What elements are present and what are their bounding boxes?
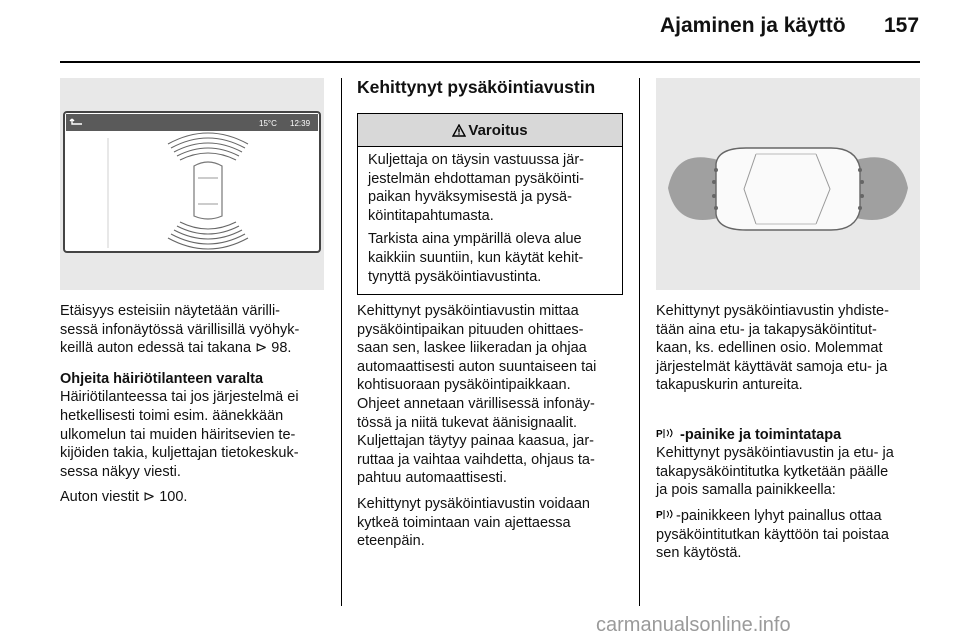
right-paragraph-2: Kehittynyt pysäköintiavustin ja etu- ja takapysäköintitutka kytketään päälle ja pois samalla painikkeella:	[656, 445, 894, 499]
left-paragraph-1: Etäisyys esteisiin näytetään värilli- sessä infonäytössä värillisillä vyöhyk- keillä auton edessä tai takana ⊳ 98.	[60, 303, 300, 357]
left-paragraph-2: Häiriötilanteessa tai jos järjestelmä ei hetkellisesti toimi esim. äänekkään ulkomelun tai muiden häiritsevien te- kijöiden takia, kuljettajan tietokeskuk- sessa näkyy viesti.	[60, 389, 299, 480]
left-paragraph-3: Auton viestit ⊳ 100.	[60, 489, 188, 506]
column-divider-left	[341, 78, 342, 606]
right-paragraph-3-text: -painikkeen lyhyt painallus ottaa pysäköintitutkan käyttöön tai poistaa sen käytöstä.	[656, 507, 889, 562]
sensor-coverage-illustration	[656, 78, 920, 290]
right-paragraph-3	[656, 507, 931, 563]
header-divider	[60, 61, 920, 63]
warning-title: Varoitus	[468, 121, 528, 139]
warning-box	[357, 113, 623, 295]
warning-text-2: Tarkista aina ympärillä oleva alue kaikkiin suuntiin, kun käytät kehit- tynyttä pysäköintiavustinta.	[368, 231, 584, 285]
car-top-view	[194, 162, 222, 219]
right-heading-text: -painike ja toimintatapa	[676, 426, 842, 443]
right-heading	[656, 407, 931, 444]
middle-paragraph-1: Kehittynyt pysäköintiavustin mittaa pysäköintipaikan pituuden ohittaes- saan sen, laskee liikeradan ja ohjaa automaattisesti auton suuntaiseen tai kohtisuoraan pysäköintipaikkaan. Ohjeet annetaan värillisessä infonäy- tössä ja niitä tukevat äänisignaalit. Kuljettajan täytyy painaa kaasua, jar- ruttaa ja vaihtaa vaihdetta, ohjaus ta- pahtuu automaattisesti.	[357, 303, 597, 487]
warning-text-1: Kuljettaja on täysin vastuussa jär- jestelmän ehdottaman pysäköinti- paikan hyväksymisestä ja pysä- köintitapahtumasta.	[368, 152, 585, 224]
page-number: 157	[884, 14, 920, 37]
left-heading: Ohjeita häiriötilanteen varalta	[60, 370, 264, 387]
car-top-view-right	[716, 148, 860, 230]
park-assist-button-icon-inline	[656, 508, 676, 521]
watermark: carmanualsonline.info	[596, 614, 791, 636]
svg-text:P: P	[656, 428, 663, 440]
park-assist-button-icon	[656, 427, 676, 440]
section-heading: Kehittynyt pysäköintiavustin	[357, 77, 596, 97]
svg-text:P: P	[656, 509, 663, 521]
display-temperature: 15°C	[259, 119, 277, 128]
page-header-title: Ajaminen ja käyttö	[660, 14, 846, 37]
column-divider-right	[639, 78, 640, 606]
right-paragraph-1: Kehittynyt pysäköintiavustin yhdiste- tään aina etu- ja takapysäköintitut- kaan, ks. edellinen osio. Molemmat järjestelmät käyttävät samoja etu- ja takapuskurin antureita.	[656, 303, 889, 394]
display-illustration	[60, 78, 324, 290]
display-time: 12:39	[290, 119, 311, 128]
middle-paragraph-2: Kehittynyt pysäköintiavustin voidaan kytkeä toimintaan vain ajettaessa eteenpäin.	[357, 495, 590, 550]
warning-triangle-icon	[452, 124, 466, 137]
